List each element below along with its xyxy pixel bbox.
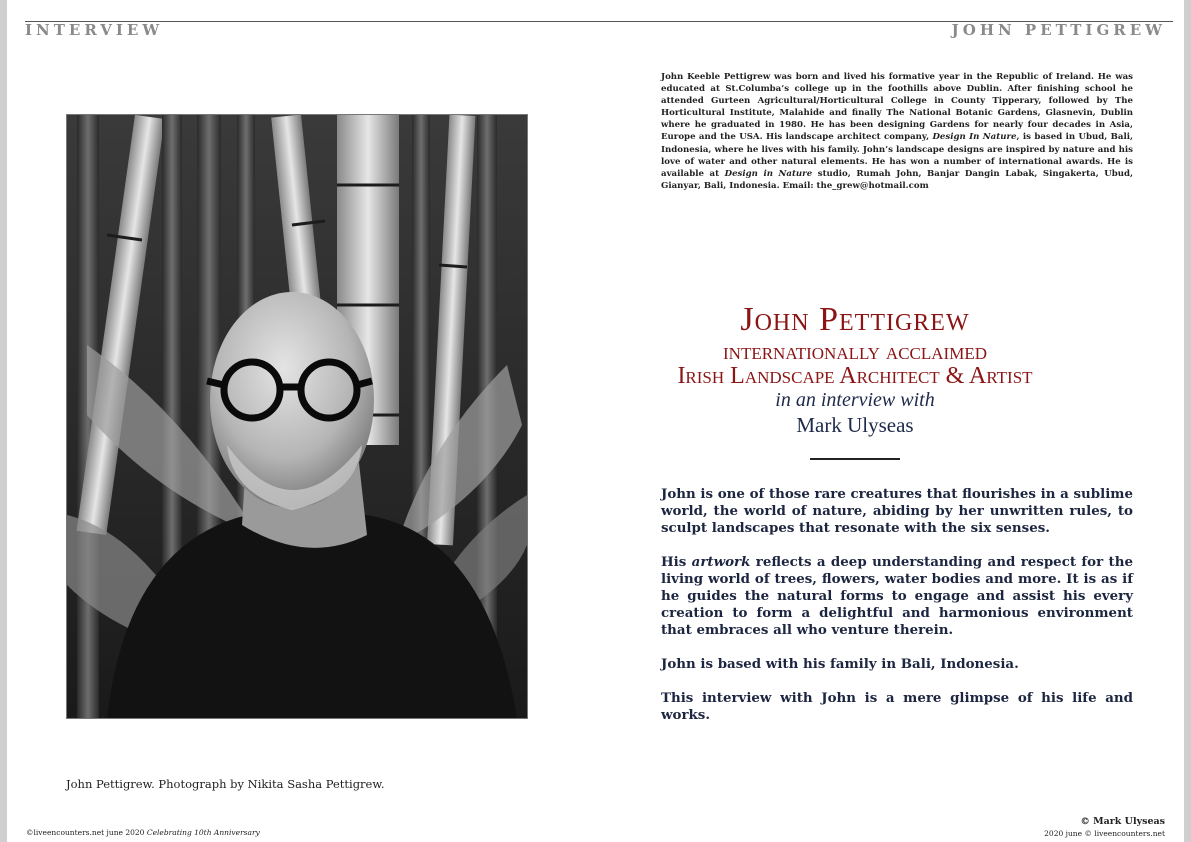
footer-issue: 2020 june © liveencounters.net <box>1044 829 1165 838</box>
bio-text-2: , is based in Ubud, Bali, Indonesia, where he lives with his family. John’s landscape designs are inspired by nature and his love of water and other natural elements. He has won a number of international awards. He is available at <box>661 132 1134 179</box>
header-name: JOHN PETTIGREW <box>951 21 1166 39</box>
subtitle-line-1: internationally acclaimed <box>723 339 987 365</box>
footer-copyright: © Mark Ulyseas <box>1080 816 1165 827</box>
footer-left <box>26 828 260 837</box>
intro-p2-pre: His <box>661 554 692 570</box>
interviewee-name: John Pettigrew <box>740 301 970 338</box>
interviewer-name: Mark Ulyseas <box>796 413 914 437</box>
title-block <box>605 300 1105 460</box>
bio-company: Design In Nature <box>932 132 1017 143</box>
bio-text-3: studio, Rumah John, Banjar Dangin Labak, Singakerta, Ubud, Gianyar, Bali, Indonesia. Email: the_grew@hotmail.com <box>661 168 1133 191</box>
footer-right <box>1044 816 1165 840</box>
intro-p2-em: artwork <box>691 554 751 570</box>
magazine-page <box>7 0 1184 842</box>
section-label: INTERVIEW <box>25 21 164 39</box>
portrait-photo <box>66 114 528 719</box>
subtitle-line-2: Irish Landscape Architect & Artist <box>677 363 1033 389</box>
intro-paragraph-3: John is based with his family in Bali, Indonesia. <box>661 656 1019 672</box>
intro-paragraph-4: This interview with John is a mere glimpse of his life and works. <box>661 690 1133 723</box>
photo-caption: John Pettigrew. Photograph by Nikita Sasha Pettigrew. <box>66 777 385 791</box>
footer-left-em: Celebrating 10th Anniversary <box>146 828 260 837</box>
intro-paragraph-2 <box>661 554 1133 639</box>
interview-with: in an interview with <box>775 389 935 411</box>
footer-left-text: ©liveencounters.net june 2020 <box>26 828 147 837</box>
author-bio <box>661 71 1133 192</box>
intro-text <box>661 486 1133 741</box>
intro-p2-post: reflects a deep understanding and respect for the living world of trees, flowers, water bodies and more. It is as if he guides the natural forms to engage and assist his every creation to form a delightful and harmonious environment that embraces all who venture therein. <box>661 554 1133 638</box>
title-divider <box>810 458 900 460</box>
bio-studio: Design in Nature <box>724 168 813 179</box>
intro-paragraph-1: John is one of those rare creatures that flourishes in a sublime world, the world of nature, abiding by her unwritten rules, to sculpt landscapes that resonate with the six senses. <box>661 486 1133 536</box>
bio-text-1: John Keeble Pettigrew was born and lived his formative year in the Republic of Ireland. He was educated at St.Columba’s college up in the foothills above Dublin. After finishing school he attended Gurteen Agricultural/Horticultural College in County Tipperary, followed by The Horticultural Institute, Malahide and finally The National Botanic Gardens, Glasnevin, Dublin where he graduated in 1980. He has been designing Gardens for nearly four decades in Asia, Europe and the USA. His landscape architect company, <box>661 72 1133 143</box>
